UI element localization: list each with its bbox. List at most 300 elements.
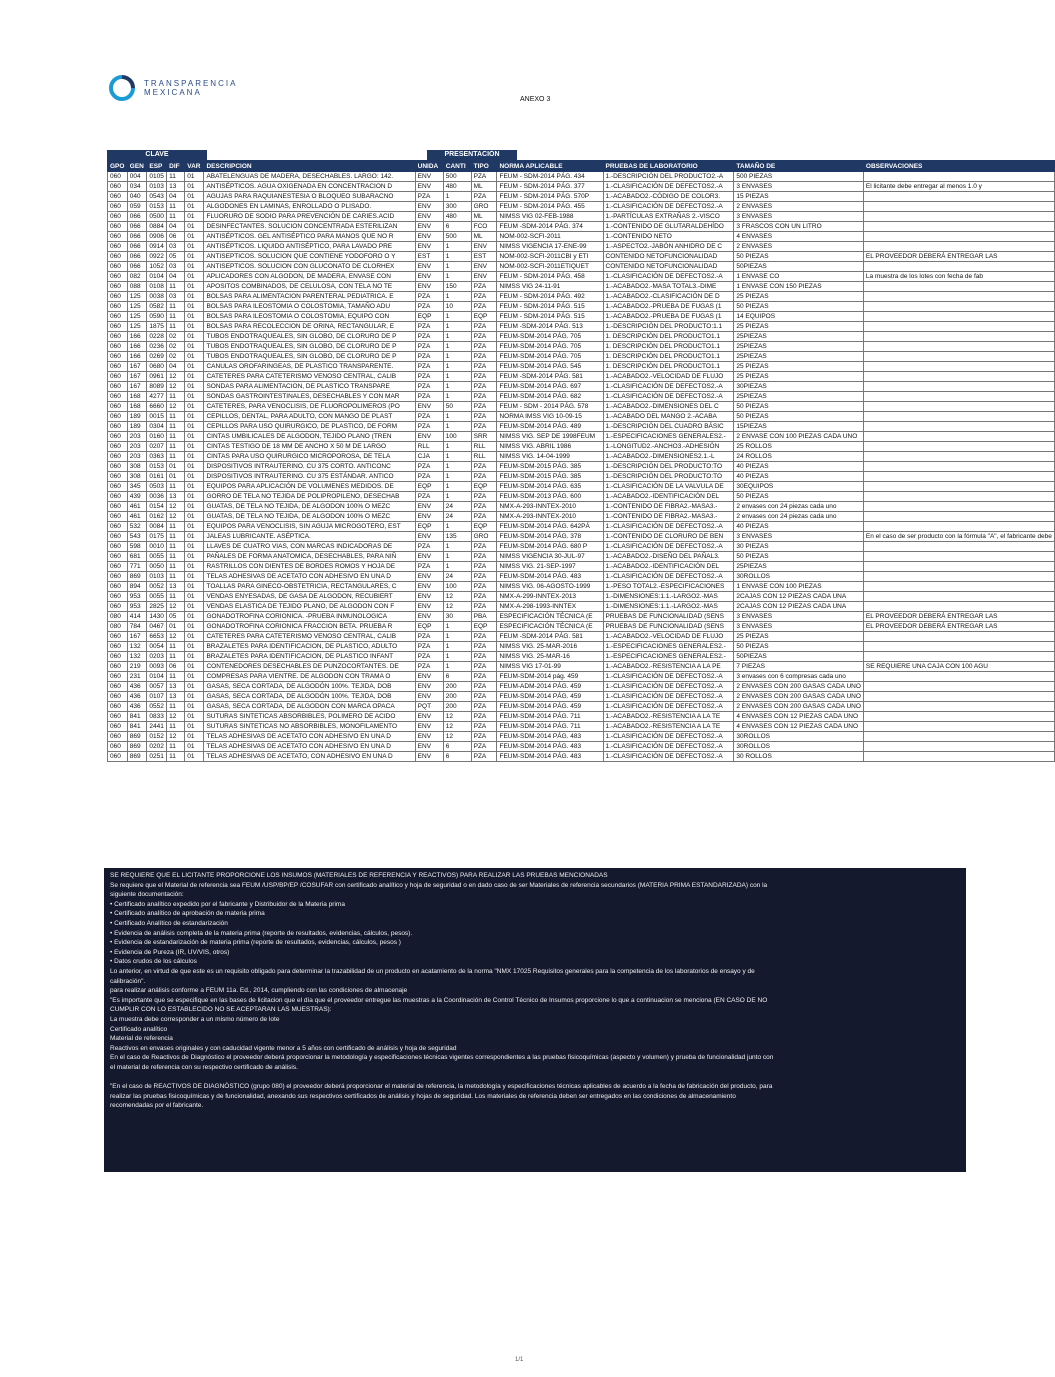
table-cell: FEUM-SDM-2014 PÁG. 459 [497, 702, 603, 712]
table-cell: 06 [167, 232, 185, 242]
column-header: ESP [147, 161, 167, 172]
table-cell: 060 [108, 232, 128, 242]
table-cell: NOM-002-SCFI-2011ETIQUET [497, 262, 603, 272]
table-cell: 0269 [147, 352, 167, 362]
table-cell: 1 [443, 292, 471, 302]
table-cell: 060 [108, 552, 128, 562]
table-cell [863, 632, 1054, 642]
table-cell: 1.-ACABADO2.-DIMENSIONES2.1.-L [603, 452, 734, 462]
table-cell [863, 282, 1054, 292]
table-cell: ENV [415, 592, 443, 602]
table-cell [863, 742, 1054, 752]
table-cell: 060 [108, 692, 128, 702]
table-cell: El licitante debe entregar al menos 1.0 y [863, 182, 1054, 192]
table-cell: RLL [415, 442, 443, 452]
table-cell [863, 672, 1054, 682]
note-line: realizar las pruebas fisicoquímicas y de funcionalidad, anexando sus respectivos certificados de análisis y hojas de seguridad. Los materiales de referencia deben ser entregados en las condiciones de almacenamiento [110, 1092, 736, 1100]
table-cell: 01 [185, 582, 204, 592]
table-cell: 01 [185, 352, 204, 362]
table-cell: FEUM-SDM-2014 PÁG. 545 [497, 362, 603, 372]
table-cell: 1.-ACABADO2.-RESISTENCIA A LA TE [603, 722, 734, 732]
table-cell: 6 [443, 672, 471, 682]
table-cell: 01 [185, 612, 204, 622]
table-cell: PZA [471, 332, 497, 342]
table-cell: 11 [167, 562, 185, 572]
table-cell: 24 ROLLOS [734, 452, 864, 462]
table-cell: CONTENIDO NETOFUNCIONALIDAD [603, 262, 734, 272]
table-cell: 01 [185, 232, 204, 242]
table-cell: 060 [108, 372, 128, 382]
table-row [108, 712, 1055, 722]
table-cell [863, 462, 1054, 472]
table-cell: PZA [471, 462, 497, 472]
table-cell: 13 [167, 492, 185, 502]
table-cell: ENV [415, 722, 443, 732]
table-cell: 24 [443, 572, 471, 582]
table-cell [863, 552, 1054, 562]
table-cell [863, 442, 1054, 452]
table-cell: 1.-ACABADO2.-PRUEBA DE FUGAS (1 [603, 312, 734, 322]
table-cell: 01 [185, 252, 204, 262]
table-cell: PZA [471, 572, 497, 582]
table-cell: FEUM-SDM-2014 PÁG. 705 [497, 352, 603, 362]
table-cell: 1.-CLASIFICACIÓN DE DEFECTOS2.-A [603, 272, 734, 282]
table-cell: 0552 [147, 702, 167, 712]
table-cell: 1. DESCRIPCIÓN DEL PRODUCTO1.1 [603, 342, 734, 352]
column-header: PRUEBAS DE LABORATORIO [603, 161, 734, 172]
table-cell: 01 [185, 722, 204, 732]
table-cell: 3 ENVASES [734, 622, 864, 632]
table-cell: SONDAS PARA ALIMENTACION, DE PLASTICO TRANSPARE [204, 382, 415, 392]
table-cell: 1 [443, 262, 471, 272]
table-cell [863, 302, 1054, 312]
table-cell: ENV [415, 552, 443, 562]
table-cell: 01 [185, 282, 204, 292]
table-cell: GASAS, SECA CORTADA, DE ALGODÓN 100%. TEJIDA, DOB [204, 692, 415, 702]
table-cell: 1 [443, 392, 471, 402]
table-cell: 0103 [147, 572, 167, 582]
table-cell: 30 [443, 612, 471, 622]
table-cell: ENV [415, 682, 443, 692]
table-cell: 100 [443, 432, 471, 442]
table-cell: 01 [185, 682, 204, 692]
table-cell: 1.-CLASIFICACIÓN DE DEFECTOS2.-A [603, 542, 734, 552]
table-cell: 11 [167, 202, 185, 212]
table-cell: 060 [108, 292, 128, 302]
table-cell: BRAZALETES PARA IDENTIFICACION, DE PLASTICO INFANT [204, 652, 415, 662]
table-cell: PZA [415, 652, 443, 662]
table-cell: TELAS ADHESIVAS DE ACETATO CON ADHESIVO EN UNA D [204, 572, 415, 582]
table-cell: 132 [127, 652, 147, 662]
table-cell: NIMSS VIGENCIA 30-JUL-97 [497, 552, 603, 562]
table-cell: 060 [108, 472, 128, 482]
table-cell: EQP [415, 622, 443, 632]
table-cell: CINTAS UMBILICALES DE ALGODON, TEJIDO PLANO (TREN [204, 432, 415, 442]
table-cell: 439 [127, 492, 147, 502]
table-cell: FEUM -SDM-2014 PÁG. 581 [497, 372, 603, 382]
table-cell: NIMSS VIGENCIA 17-ENE-99 [497, 242, 603, 252]
table-cell: 0207 [147, 442, 167, 452]
table-cell: FEUM - SDM-2014 PÁG. 515 [497, 302, 603, 312]
table-cell: 01 [185, 502, 204, 512]
table-cell: FEUM - SDM-2014 PÁG. 515 [497, 312, 603, 322]
table-row [108, 462, 1055, 472]
table-cell [863, 352, 1054, 362]
table-cell: 066 [127, 252, 147, 262]
table-cell: 219 [127, 662, 147, 672]
table-cell: PZA [471, 192, 497, 202]
table-cell: 1.-DESCRIPCIÓN DEL PRODUCTO:1.1 [603, 322, 734, 332]
table-cell: 30ROLLOS [734, 572, 864, 582]
table-row [108, 212, 1055, 222]
table-cell: 3 ENVASES [734, 182, 864, 192]
table-cell: PZA [415, 492, 443, 502]
table-cell: 2 envases con 24 piezas cada uno [734, 512, 864, 522]
table-cell: FEUM-SDM-2014 PÁG. 483 [497, 742, 603, 752]
table-cell: 25PIEZAS [734, 562, 864, 572]
table-cell: 1 [443, 482, 471, 492]
table-cell: 01 [185, 212, 204, 222]
table-row [108, 232, 1055, 242]
table-cell: PZA [471, 322, 497, 332]
table-cell: NIMSS VIG 02-FEB-1988 [497, 212, 603, 222]
note-line: Reactivos en envases originales y con caducidad vigente menor a 5 años con certificado de análisis y hoja de seguridad [110, 1044, 457, 1052]
table-cell: EQP [415, 482, 443, 492]
table-cell: 12 [443, 602, 471, 612]
table-cell: 1 [443, 622, 471, 632]
table-row [108, 422, 1055, 432]
table-cell: FEUM-SDM-2013 PÁG. 600 [497, 492, 603, 502]
table-cell: CANULAS OROFARINGEAS, DE PLASTICO TRANSPARENTE. [204, 362, 415, 372]
table-cell: 11 [167, 302, 185, 312]
note-line: recomendadas por el fabricante. [110, 1102, 204, 1110]
table-cell: 11 [167, 172, 185, 182]
table-cell: 12 [443, 732, 471, 742]
table-cell: 060 [108, 582, 128, 592]
table-cell: 1875 [147, 322, 167, 332]
table-cell: SE REQUIERE UNA CAJA CON 100 AGU [863, 662, 1054, 672]
table-cell: 01 [185, 662, 204, 672]
table-cell: 1 [443, 312, 471, 322]
table-cell: 0906 [147, 232, 167, 242]
table-cell: 12 [167, 502, 185, 512]
table-cell: FEUM - SDM-2014 PÁG. 492 [497, 292, 603, 302]
column-header: VAR [185, 161, 204, 172]
table-cell: 059 [127, 202, 147, 212]
requirements-notes [104, 868, 966, 1172]
table-cell: 01 [185, 222, 204, 232]
table-cell: EST [471, 252, 497, 262]
table-cell: 12 [167, 632, 185, 642]
table-cell: NIMSS VIG. 25-MAR-2016 [497, 642, 603, 652]
table-cell: FEUM - SDM-2014 PÁG. 570P [497, 192, 603, 202]
table-cell: 13 [167, 682, 185, 692]
table-cell: 0057 [147, 682, 167, 692]
table-cell: NMX-A-293-INNTEX-2010 [497, 512, 603, 522]
table-cell: ENV [415, 182, 443, 192]
table-cell: PZA [471, 692, 497, 702]
table-row [108, 742, 1055, 752]
table-cell: PZA [471, 662, 497, 672]
table-cell: 11 [167, 442, 185, 452]
table-cell: 060 [108, 502, 128, 512]
table-cell: ENV [415, 582, 443, 592]
table-cell: 060 [108, 592, 128, 602]
table-cell: 1. DESCRIPCIÓN DEL PRODUCTO1.1 [603, 352, 734, 362]
table-row [108, 182, 1055, 192]
table-cell: 1 [443, 452, 471, 462]
table-cell: 1.-ACABADO2.-DIMENSIONES DEL C [603, 402, 734, 412]
table-cell: FEUM - SDM-2014 PÁG. 455 [497, 202, 603, 212]
table-cell: FEUM-SDM-2014 PÁG. 682 [497, 392, 603, 402]
table-cell: 1.-CONTENIDO DE FIBRA2.-MASA3.- [603, 512, 734, 522]
table-cell: 11 [167, 452, 185, 462]
table-cell: 0093 [147, 662, 167, 672]
table-row [108, 442, 1055, 452]
table-cell: 461 [127, 502, 147, 512]
table-cell: 01 [185, 622, 204, 632]
table-cell: ENV [415, 242, 443, 252]
table-row [108, 632, 1055, 642]
table-cell: PZA [471, 652, 497, 662]
table-cell: 30PIEZAS [734, 382, 864, 392]
table-cell: 034 [127, 182, 147, 192]
table-cell: 004 [127, 172, 147, 182]
table-cell: 11 [167, 422, 185, 432]
table-row [108, 542, 1055, 552]
table-cell: 40 PIEZAS [734, 472, 864, 482]
table-cell: 0160 [147, 432, 167, 442]
table-cell: PZA [415, 372, 443, 382]
table-cell: FEUM -SDM-2014 PÁG. 581 [497, 632, 603, 642]
table-cell: 11 [167, 522, 185, 532]
table-cell: 1.-CONTENIDO DE FIBRA2.-MASA3.- [603, 502, 734, 512]
table-cell [863, 652, 1054, 662]
table-cell: 01 [185, 302, 204, 312]
table-cell: FEUM-SDM-2014 PÁG. 483 [497, 572, 603, 582]
table-cell: PZA [471, 732, 497, 742]
table-cell: ENV [415, 732, 443, 742]
table-cell [863, 212, 1054, 222]
table-cell [863, 562, 1054, 572]
table-cell: 01 [185, 182, 204, 192]
table-cell: 25PIEZAS [734, 352, 864, 362]
table-cell [863, 262, 1054, 272]
table-cell [863, 492, 1054, 502]
note-line: siguiente documentación: [110, 891, 184, 899]
table-cell: 953 [127, 592, 147, 602]
table-cell: 060 [108, 602, 128, 612]
table-cell: ENV [415, 172, 443, 182]
table-cell: 784 [127, 622, 147, 632]
table-cell: 4 ENVASES [734, 232, 864, 242]
table-cell: 01 [185, 512, 204, 522]
table-cell: 060 [108, 642, 128, 652]
column-header: DIF [167, 161, 185, 172]
table-cell: PZA [415, 462, 443, 472]
table-cell: 480 [443, 212, 471, 222]
table-cell: ENV [415, 572, 443, 582]
table-cell: TUBOS ENDOTRAQUEALES, SIN GLOBO, DE CLORURO DE P [204, 332, 415, 342]
table-cell: FEUM-SDM-2014 PÁG. 642PÁ [497, 522, 603, 532]
table-cell: PZA [471, 672, 497, 682]
note-line: el material de referencia con su respectivo certificado de análisis. [110, 1063, 298, 1071]
table-cell: ENV [415, 712, 443, 722]
table-cell: 1.-ESPECIFICACIONES GENERALES2.- [603, 432, 734, 442]
table-cell: 1.-ACABADO DEL MANGO 2.-ACABA [603, 412, 734, 422]
table-cell: 060 [108, 332, 128, 342]
table-cell: 088 [127, 282, 147, 292]
table-cell: 040 [127, 192, 147, 202]
table-cell: PRUEBAS DE FUNCIONALIDAD (SENS [603, 612, 734, 622]
column-header: DESCRIPCION [204, 161, 415, 172]
table-cell: 166 [127, 342, 147, 352]
table-cell: 1 [443, 252, 471, 262]
table-row [108, 522, 1055, 532]
table-cell: PBA [471, 612, 497, 622]
table-cell: 11 [167, 312, 185, 322]
table-cell [863, 402, 1054, 412]
table-cell: EL PROVEEDOR DEBERÁ ENTREGAR LAS [863, 622, 1054, 632]
table-cell: 1 [443, 492, 471, 502]
table-cell: 066 [127, 262, 147, 272]
table-cell: 2 ENVASES CON 200 GASAS CADA UNO [734, 692, 864, 702]
table-cell: ENV [415, 282, 443, 292]
table-cell: 6 [443, 752, 471, 762]
table-cell: 125 [127, 322, 147, 332]
table-cell: 1.-ASPECTO2.-JABÓN ANHIDRO DE C [603, 242, 734, 252]
table-cell: 50 PIEZAS [734, 412, 864, 422]
table-cell: 203 [127, 452, 147, 462]
table-cell: 11 [167, 212, 185, 222]
table-cell: 436 [127, 682, 147, 692]
table-cell: 167 [127, 372, 147, 382]
table-cell: 060 [108, 282, 128, 292]
table-cell: 060 [108, 652, 128, 662]
note-line: Certificado analítico [110, 1025, 168, 1033]
table-cell: 25PIEZAS [734, 392, 864, 402]
table-cell: 1.-DESCRIPCIÓN DEL PRODUCTO2.-A [603, 172, 734, 182]
table-cell: 8089 [147, 382, 167, 392]
table-cell: 500 [443, 172, 471, 182]
table-cell: 3 FRASCOS CON UN LITRO [734, 222, 864, 232]
table-cell: 50PIEZAS [734, 262, 864, 272]
table-cell: ENV [415, 402, 443, 412]
table-cell: 1 ENVASE CON 150 PIEZAS [734, 282, 864, 292]
table-cell: 168 [127, 402, 147, 412]
table-cell: FEUM - SDM-2014 PÁG. 377 [497, 182, 603, 192]
table-cell: 080 [108, 622, 128, 632]
table-cell: 1.-CLASIFICACIÓN DE DEFECTOS2.-A [603, 672, 734, 682]
table-cell: FEUM - SDM-2014 PÁG. 458 [497, 272, 603, 282]
table-cell: PZA [415, 562, 443, 572]
table-cell: GASAS, SECA CORTADA, DE ALGODÓN 100%. TEJIDA, DOB [204, 682, 415, 692]
table-cell: 0055 [147, 552, 167, 562]
table-cell: NIMSS VIG. 25-MAR-16 [497, 652, 603, 662]
table-cell: 0503 [147, 482, 167, 492]
table-cell: 01 [185, 312, 204, 322]
table-cell: LLAVES DE CUATRO VIAS, CON MARCAS INDICADORAS DE [204, 542, 415, 552]
table-cell: 7 PIEZAS [734, 662, 864, 672]
table-cell: 11 [167, 752, 185, 762]
table-cell: 01 [185, 532, 204, 542]
table-cell: ABATELENGUAS DE MADERA, DESECHABLES. LARGO: 142. [204, 172, 415, 182]
table-cell: PQT [415, 702, 443, 712]
table-cell: PZA [415, 392, 443, 402]
table-cell: 01 [185, 242, 204, 252]
table-cell [863, 342, 1054, 352]
table-cell: PZA [415, 662, 443, 672]
table-cell: TUBOS ENDOTRAQUEALES, SIN GLOBO, DE CLORURO DE P [204, 342, 415, 352]
table-cell: 1.-CONTENIDO DE GLUTARALDEHÍDO [603, 222, 734, 232]
table-cell: 01 [185, 292, 204, 302]
note-line: • Certificado analítico expedido por el fabricante y Distribuidor de la Materia prima [110, 900, 345, 908]
note-line: La muestra debe corresponder a un mismo número de lote [110, 1015, 280, 1023]
table-cell: 168 [127, 392, 147, 402]
table-cell: 01 [185, 192, 204, 202]
table-cell [863, 732, 1054, 742]
table-cell: 01 [185, 732, 204, 742]
table-cell: 1.-CLASIFICACIÓN DE DEFECTOS2.-A [603, 572, 734, 582]
table-cell: TUBOS ENDOTRAQUEALES, SIN GLOBO, DE CLORURO DE P [204, 352, 415, 362]
table-cell: 25 PIEZAS [734, 292, 864, 302]
table-cell: 0582 [147, 302, 167, 312]
table-cell: 11 [167, 482, 185, 492]
table-cell: FEUM-SDM-2014 PÁG. 483 [497, 752, 603, 762]
table-cell: 771 [127, 562, 147, 572]
table-cell: 12 [167, 712, 185, 722]
table-cell: PZA [471, 422, 497, 432]
table-cell: SUTURAS SINTETICAS ABSORBIBLES, POLIMERO DE ACIDO [204, 712, 415, 722]
table-cell: 060 [108, 532, 128, 542]
table-cell: 1.-CLASIFICACIÓN DE DEFECTOS2.-A [603, 692, 734, 702]
table-cell: 1.-ACABADO2.-VELOCIDAD DE FLUJO [603, 632, 734, 642]
table-cell: 01 [185, 442, 204, 452]
table-cell: NOM-002-SCFI-2011 [497, 232, 603, 242]
table-cell: 0038 [147, 292, 167, 302]
table-cell: VENDAS ENYESADAS, DE GASA DE ALGODON, RECUBIERT [204, 592, 415, 602]
table-cell: ENV [415, 532, 443, 542]
table-cell: PZA [415, 412, 443, 422]
note-line: • Evidencia de estandarización de materia prima (reporte de resultados, evidencias, cálculos, pesos ) [110, 939, 401, 947]
table-cell: 2 ENVASES CON 200 GASAS CADA UNO [734, 702, 864, 712]
table-cell: GONADOTROFINA CORIONICA FRACCION BETA. PRUEBA R [204, 622, 415, 632]
table-cell: NIMSS VIG. ABRIL 1986 [497, 442, 603, 452]
table-cell: 25 PIEZAS [734, 372, 864, 382]
table-cell: 060 [108, 412, 128, 422]
table-cell: 166 [127, 352, 147, 362]
table-row [108, 622, 1055, 632]
table-cell: RLL [471, 442, 497, 452]
table-cell: EQP [415, 522, 443, 532]
table-cell: 1 [443, 352, 471, 362]
table-cell: 0833 [147, 712, 167, 722]
table-cell: EL PROVEEDOR DEBERÁ ENTREGAR LAS [863, 612, 1054, 622]
note-line: Material de referencia [110, 1035, 173, 1043]
note-line: En el caso de Reactivos de Diagnóstico el proveedor deberá proporcionar la metodología y especificaciones técnicas vigentes correspondientes a las pruebas fisicoquímicas (aspecto y volumen) y prueba de funcionalidad junto con [110, 1054, 774, 1062]
table-cell: 1.-CLASIFICACIÓN DE DEFECTOS2.-A [603, 392, 734, 402]
table-cell: PRUEBAS DE FUNCIONALIDAD (SENS [603, 622, 734, 632]
table-cell: 02 [167, 352, 185, 362]
note-line: • Certificado Analítico de estandarización [110, 919, 228, 927]
table-row [108, 562, 1055, 572]
table-cell: PZA [471, 392, 497, 402]
table-cell: 6660 [147, 402, 167, 412]
table-cell: 125 [127, 292, 147, 302]
table-cell: 1. DESCRIPCIÓN DEL PRODUCTO1.1 [603, 362, 734, 372]
table-cell: GUATAS, DE TELA NO TEJIDA, DE ALGODON 100% O MEZC [204, 512, 415, 522]
table-cell: 0500 [147, 212, 167, 222]
